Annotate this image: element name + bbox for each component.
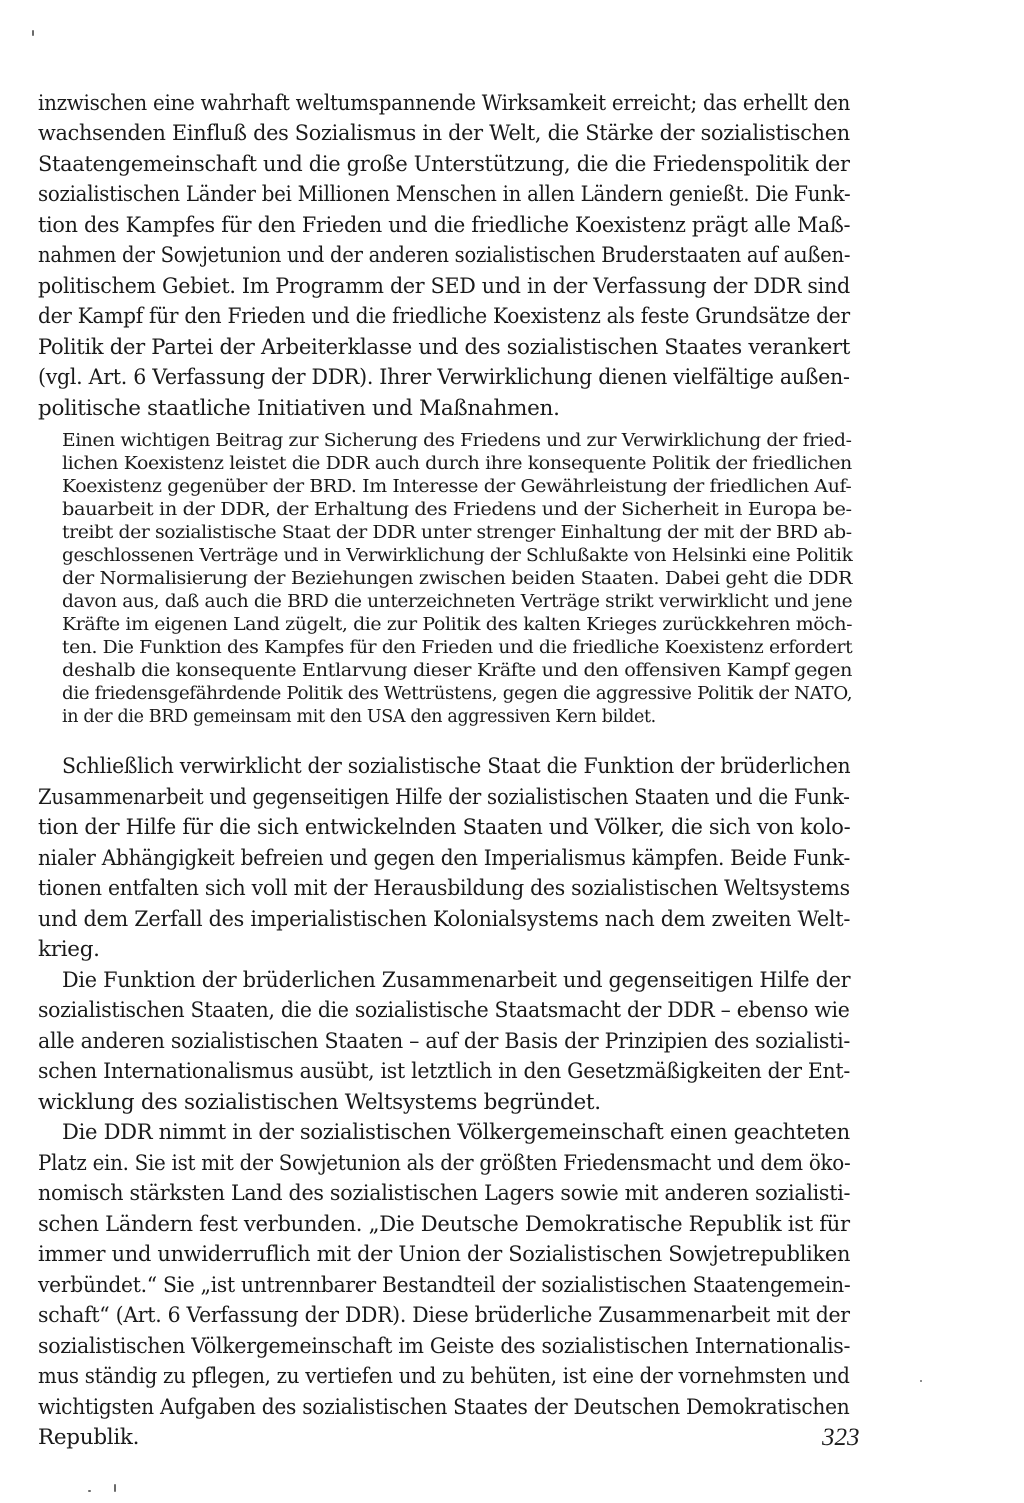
text-line: der Kampf für den Frieden und die friedliche Koexistenz als feste Grundsätze der	[38, 304, 850, 329]
text-line: mus ständig zu pflegen, zu vertiefen und zu behüten, ist eine der vornehmsten und	[38, 1364, 850, 1389]
scan-speck	[114, 1484, 116, 1492]
text-line: krieg.	[38, 937, 100, 962]
small-text-line: ten. Die Funktion des Kampfes für den Frieden und die friedliche Koexistenz erfordert	[62, 638, 853, 658]
scan-speck	[88, 1490, 91, 1492]
text-line: tion des Kampfes für den Frieden und die friedliche Koexistenz prägt alle Maß-	[38, 213, 851, 238]
small-text-line: Koexistenz gegenüber der BRD. Im Interesse der Gewährleistung der friedlichen Auf-	[62, 477, 852, 497]
scan-speck	[920, 1380, 922, 1382]
text-line: verbündet.“ Sie „ist untrennbarer Bestandteil der sozialistischen Staatengemein-	[38, 1273, 851, 1298]
small-text-line: Einen wichtigen Beitrag zur Sicherung des Friedens und zur Verwirklichung der fried-	[62, 431, 852, 451]
text-line: nomisch stärksten Land des sozialistischen Lagers sowie mit anderen sozialisti-	[38, 1181, 851, 1206]
small-text-line: lichen Koexistenz leistet die DDR auch durch ihre konsequente Politik der friedlichen	[62, 454, 852, 474]
small-text-line: treibt der sozialistische Staat der DDR unter strenger Einhaltung der mit der BRD ab-	[62, 523, 852, 543]
text-line: schen Ländern fest verbunden. „Die Deutsche Demokratische Republik ist für	[38, 1212, 850, 1237]
small-text-line: der Normalisierung der Beziehungen zwischen beiden Staaten. Dabei geht die DDR	[62, 569, 853, 589]
text-line: inzwischen eine wahrhaft weltumspannende Wirksamkeit erreicht; das erhellt den	[38, 91, 851, 116]
small-text-line: die friedensgefährdende Politik des Wettrüstens, gegen die aggressive Politik der NATO,	[62, 684, 853, 704]
text-line: wichtigsten Aufgaben des sozialistischen Staates der Deutschen Demokratischen	[38, 1395, 850, 1420]
text-line: Staatengemeinschaft und die große Unterstützung, die die Friedenspolitik der	[38, 152, 850, 177]
scan-speck	[32, 30, 34, 36]
text-line: Republik.	[38, 1425, 140, 1450]
small-text-line: Kräfte im eigenen Land zügelt, die zur Politik des kalten Krieges zurückkehren möch-	[62, 615, 853, 635]
small-text-line: in der die BRD gemeinsam mit den USA den aggressiven Kern bildet.	[62, 707, 656, 727]
text-line: schen Internationalismus ausübt, ist letztlich in den Gesetzmäßigkeiten der Ent-	[38, 1059, 850, 1084]
text-line: immer und unwiderruflich mit der Union der Sozialistischen Sowjetrepubliken	[38, 1242, 851, 1267]
text-line: wicklung des sozialistischen Weltsystems begründet.	[38, 1090, 601, 1115]
text-line: sozialistischen Staaten, die die sozialistische Staatsmacht der DDR – ebenso wie	[38, 998, 850, 1023]
text-line: Die Funktion der brüderlichen Zusammenarbeit und gegenseitigen Hilfe der	[62, 968, 851, 993]
text-line: alle anderen sozialistischen Staaten – auf der Basis der Prinzipien des sozialisti-	[38, 1029, 851, 1054]
text-line: Die DDR nimmt in der sozialistischen Völkergemeinschaft einen geachteten	[62, 1120, 850, 1145]
text-line: politische staatliche Initiativen und Maßnahmen.	[38, 396, 560, 421]
text-line: nialer Abhängigkeit befreien und gegen den Imperialismus kämpfen. Beide Funk-	[38, 846, 850, 871]
small-text-line: davon aus, daß auch die BRD die unterzeichneten Verträge strikt verwirklicht und jene	[62, 592, 853, 612]
text-line: Politik der Partei der Arbeiterklasse und des sozialistischen Staates verankert	[38, 335, 850, 360]
small-text-line: deshalb die konsequente Entlarvung dieser Kräfte und den offensiven Kampf gegen	[62, 661, 853, 681]
text-line: und dem Zerfall des imperialistischen Kolonialsystems nach dem zweiten Welt-	[38, 907, 851, 932]
text-line: sozialistischen Völkergemeinschaft im Geiste des sozialistischen Internationalis-	[38, 1334, 851, 1359]
page-number: 323	[822, 1424, 860, 1451]
text-line: Zusammenarbeit und gegenseitigen Hilfe der sozialistischen Staaten und die Funk-	[38, 785, 850, 810]
text-line: (vgl. Art. 6 Verfassung der DDR). Ihrer Verwirklichung dienen vielfältige außen-	[38, 365, 850, 390]
text-line: tionen entfalten sich voll mit der Herausbildung des sozialistischen Weltsystems	[38, 876, 850, 901]
text-line: wachsenden Einfluß des Sozialismus in der Welt, die Stärke der sozialistischen	[38, 121, 850, 146]
text-line: Schließlich verwirklicht der sozialistische Staat die Funktion der brüderlichen	[62, 754, 851, 779]
text-line: nahmen der Sowjetunion und der anderen sozialistischen Bruderstaaten auf außen-	[38, 243, 851, 268]
text-line: sozialistischen Länder bei Millionen Menschen in allen Ländern genießt. Die Funk-	[38, 182, 851, 207]
text-line: Platz ein. Sie ist mit der Sowjetunion als der größten Friedensmacht und dem öko-	[38, 1151, 851, 1176]
text-line: tion der Hilfe für die sich entwickelnden Staaten und Völker, die sich von kolo-	[38, 815, 851, 840]
text-line: politischem Gebiet. Im Programm der SED und in der Verfassung der DDR sind	[38, 274, 850, 299]
text-line: schaft“ (Art. 6 Verfassung der DDR). Diese brüderliche Zusammenarbeit mit der	[38, 1303, 850, 1328]
small-text-line: geschlossenen Verträge und in Verwirklichung der Schlußakte von Helsinki eine Politik	[62, 546, 853, 566]
small-text-line: bauarbeit in der DDR, der Erhaltung des Friedens und der Sicherheit in Europa be-	[62, 500, 852, 520]
